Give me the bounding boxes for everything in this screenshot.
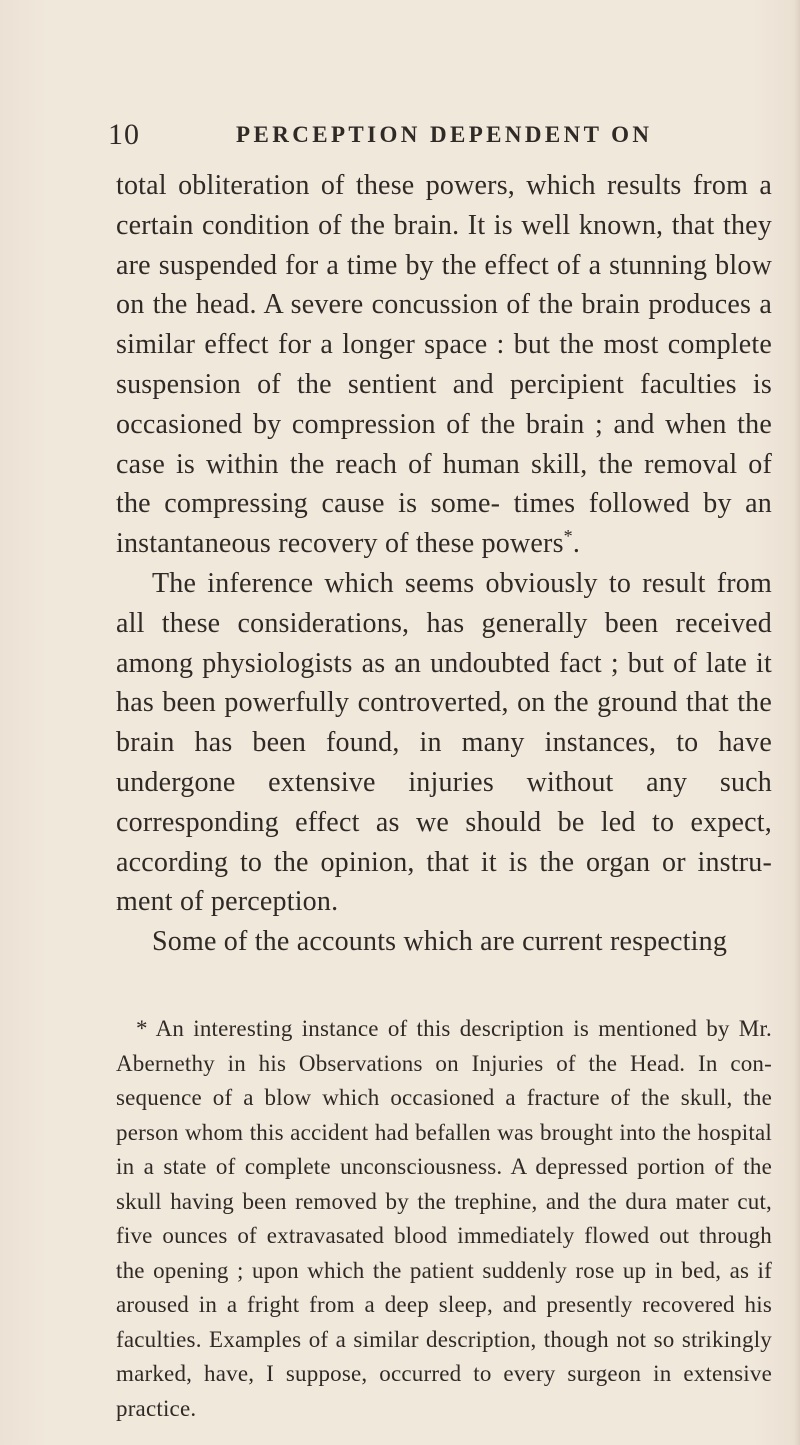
paragraph: Some of the accounts which are current respecting [152, 926, 728, 958]
page-edge-shadow [794, 0, 800, 1445]
footnote-reference: * [563, 526, 573, 547]
footnote [116, 1012, 772, 1426]
main-text [116, 166, 772, 962]
paragraph-end: . [572, 528, 581, 560]
running-title: PERCEPTION DEPENDENT ON [236, 122, 653, 147]
paragraph-text: total obliteration of these powers, which results from a certain condition of the brain. It is well known, that they are suspended for a time by the effect of a stunning blow on the head. A severe concussion of the brain produces a similar effect for a longer space : but the most complete suspension of the sentient and percipient faculties is occasioned by compression of the brain ; and when the case is within the reach of human skill, the removal of the compressing cause is some- times followed by an instantaneous recovery of these powers [116, 170, 772, 560]
paragraph [116, 166, 772, 564]
page-number: 10 [108, 118, 140, 151]
footnote-text: * An interesting instance of this description is mentioned by Mr. Abernethy in his Observations on Injuries of the Head. In con- sequence of a blow which occasioned a fracture of the skull, the person whom this accident had befallen was brought into the hospital in a state of complete unconsciousness. A depressed portion of the skull having been removed by the trephine, and the dura mater cut, five ounces of extravasated blood immediately flowed out through the opening ; upon which the patient suddenly rose up in bed, as if aroused in a fright from a deep sleep, and presently recovered his faculties. Examples of a similar description, though not so strikingly marked, have, I suppose, occurred to every surgeon in extensive practice. [116, 1016, 772, 1421]
page-header [0, 118, 800, 158]
paragraph: The inference which seems obviously to result from all these considerations, has generally been received among physiologists as an undoubted fact ; but of late it has been powerfully controverted, on the ground that the brain has been found, in many instances, to have undergone extensive injuries without any such corresponding effect as we should be led to expect, according to the opinion, that it is the organ or instru- ment of perception. [116, 567, 772, 918]
